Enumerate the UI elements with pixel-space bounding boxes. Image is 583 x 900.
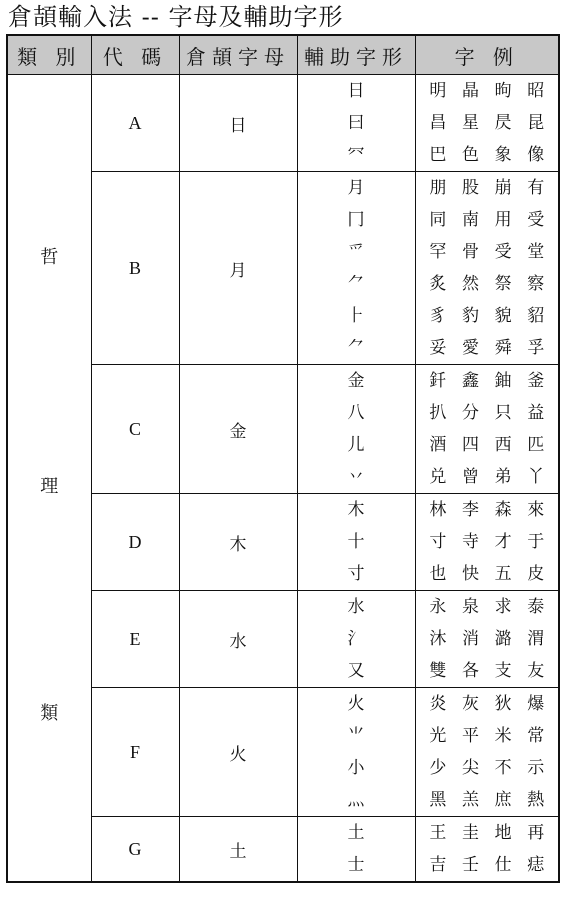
example-char: 堂 — [527, 242, 545, 262]
example-line — [416, 817, 559, 849]
aux-glyph: ⺌ — [347, 726, 365, 746]
examples-cell — [415, 494, 559, 591]
example-line — [416, 172, 559, 204]
example-char: 雙 — [429, 661, 447, 681]
example-char: 米 — [494, 726, 512, 746]
example-char: 崩 — [494, 178, 512, 198]
example-char: 祭 — [494, 274, 512, 294]
example-char: 狄 — [494, 694, 512, 714]
code-cell: C — [91, 365, 179, 494]
example-char: 四 — [461, 435, 479, 455]
example-char: 酒 — [429, 435, 447, 455]
letter-cell: 水 — [179, 591, 297, 688]
example-char: 弟 — [494, 467, 512, 487]
letter-cell: 日 — [179, 75, 297, 172]
example-line — [416, 139, 559, 171]
example-char: 鈾 — [494, 371, 512, 391]
example-char: 釜 — [527, 371, 545, 391]
code-cell: B — [91, 172, 179, 365]
example-char: 受 — [527, 210, 545, 230]
header-row — [7, 35, 559, 75]
example-char: 尖 — [461, 758, 479, 778]
example-char: 像 — [527, 145, 545, 165]
aux-glyph: ⺈ — [347, 274, 365, 294]
aux-glyph: 曰 — [347, 113, 365, 133]
example-char: 然 — [461, 274, 479, 294]
examples-cell — [415, 75, 559, 172]
example-line — [416, 494, 559, 526]
example-char: 南 — [461, 210, 479, 230]
aux-glyph: 月 — [347, 178, 365, 198]
example-line — [416, 688, 559, 720]
aux-glyph: 寸 — [347, 564, 365, 584]
category-char: 類 — [40, 703, 59, 724]
example-char: 沐 — [429, 629, 447, 649]
aux-glyph: ⺈ — [347, 338, 365, 358]
example-char: 永 — [429, 597, 447, 617]
example-char: 炎 — [429, 694, 447, 714]
example-line — [416, 752, 559, 784]
example-char: 支 — [494, 661, 512, 681]
example-char: 再 — [527, 823, 545, 843]
example-char: 愛 — [461, 338, 479, 358]
example-line — [416, 429, 559, 461]
example-char: 快 — [461, 564, 479, 584]
examples-cell — [415, 817, 559, 883]
example-char: 扒 — [429, 403, 447, 423]
example-char: 昃 — [494, 113, 512, 133]
example-char: 光 — [429, 726, 447, 746]
example-char: 皮 — [527, 564, 545, 584]
letter-cell: 土 — [179, 817, 297, 883]
example-line — [416, 332, 559, 364]
header-category: 類 別 — [7, 35, 91, 75]
example-char: 王 — [429, 823, 447, 843]
example-line — [416, 75, 559, 107]
example-char: 巴 — [429, 145, 447, 165]
example-char: 吉 — [429, 855, 447, 875]
aux-cell — [297, 75, 415, 172]
aux-glyph: 十 — [347, 532, 365, 552]
example-char: 舜 — [494, 338, 512, 358]
example-char: 昭 — [527, 81, 545, 101]
letter-cell: 木 — [179, 494, 297, 591]
example-char: 各 — [461, 661, 479, 681]
example-char: 潞 — [494, 629, 512, 649]
examples-cell — [415, 591, 559, 688]
example-char: 寺 — [461, 532, 479, 552]
example-char: 炙 — [429, 274, 447, 294]
aux-glyph: 水 — [347, 597, 365, 617]
example-char: 寸 — [429, 532, 447, 552]
example-line — [416, 204, 559, 236]
example-char: 同 — [429, 210, 447, 230]
category-char: 哲 — [40, 247, 59, 268]
example-char: 渭 — [527, 629, 545, 649]
example-line — [416, 623, 559, 655]
aux-glyph: 丷 — [347, 467, 365, 487]
aux-glyph: 八 — [347, 403, 365, 423]
example-char: 骨 — [461, 242, 479, 262]
example-char: 丫 — [527, 467, 545, 487]
example-char: 仕 — [494, 855, 512, 875]
example-char: 匹 — [527, 435, 545, 455]
example-char: 孚 — [527, 338, 545, 358]
example-line — [416, 784, 559, 816]
aux-glyph: 儿 — [347, 435, 365, 455]
example-line — [416, 655, 559, 687]
example-char: 羔 — [461, 790, 479, 810]
example-char: 昫 — [494, 81, 512, 101]
aux-glyph: 氵 — [347, 629, 365, 649]
example-char: 李 — [461, 500, 479, 520]
example-char: 股 — [461, 178, 479, 198]
aux-glyph: 㓁 — [347, 145, 365, 165]
example-char: 求 — [494, 597, 512, 617]
example-char: 痣 — [527, 855, 545, 875]
example-char: 黑 — [429, 790, 447, 810]
example-char: 友 — [527, 661, 545, 681]
example-char: 鑫 — [461, 371, 479, 391]
example-char: 爆 — [527, 694, 545, 714]
example-char: 兑 — [429, 467, 447, 487]
example-line — [416, 365, 559, 397]
example-char: 明 — [429, 81, 447, 101]
table-row — [7, 75, 559, 172]
example-char: 壬 — [461, 855, 479, 875]
aux-glyph: 金 — [347, 371, 365, 391]
example-char: 罕 — [429, 242, 447, 262]
aux-glyph: 日 — [347, 81, 365, 101]
example-line — [416, 268, 559, 300]
aux-cell — [297, 591, 415, 688]
example-char: 熱 — [527, 790, 545, 810]
example-char: 庶 — [494, 790, 512, 810]
example-char: 地 — [494, 823, 512, 843]
example-line — [416, 107, 559, 139]
header-code: 代 碼 — [91, 35, 179, 75]
example-char: 晶 — [461, 81, 479, 101]
example-char: 貂 — [527, 306, 545, 326]
example-line — [416, 300, 559, 332]
example-char: 常 — [527, 726, 545, 746]
aux-glyph: 冂 — [347, 210, 365, 230]
example-char: 西 — [494, 435, 512, 455]
letter-cell: 月 — [179, 172, 297, 365]
aux-glyph: 木 — [347, 500, 365, 520]
aux-glyph: 又 — [347, 661, 365, 681]
category-cell — [7, 75, 91, 883]
example-char: 不 — [494, 758, 512, 778]
cangjie-table — [6, 34, 560, 883]
code-cell: D — [91, 494, 179, 591]
code-cell: F — [91, 688, 179, 817]
example-char: 也 — [429, 564, 447, 584]
example-char: 釺 — [429, 371, 447, 391]
example-char: 星 — [461, 113, 479, 133]
example-char: 少 — [429, 758, 447, 778]
example-line — [416, 558, 559, 590]
example-char: 灰 — [461, 694, 479, 714]
example-char: 色 — [461, 145, 479, 165]
example-char: 林 — [429, 500, 447, 520]
example-char: 有 — [527, 178, 545, 198]
example-line — [416, 397, 559, 429]
example-char: 昌 — [429, 113, 447, 133]
example-char: 于 — [527, 532, 545, 552]
example-char: 示 — [527, 758, 545, 778]
example-char: 森 — [494, 500, 512, 520]
example-char: 才 — [494, 532, 512, 552]
example-line — [416, 236, 559, 268]
example-char: 曾 — [461, 467, 479, 487]
example-char: 泰 — [527, 597, 545, 617]
aux-cell — [297, 688, 415, 817]
examples-cell — [415, 365, 559, 494]
code-cell: E — [91, 591, 179, 688]
example-char: 朋 — [429, 178, 447, 198]
example-char: 分 — [461, 403, 479, 423]
example-char: 圭 — [461, 823, 479, 843]
aux-glyph: 小 — [347, 758, 365, 778]
example-char: 消 — [461, 629, 479, 649]
example-char: 妥 — [429, 338, 447, 358]
aux-cell — [297, 817, 415, 883]
example-char: 察 — [527, 274, 545, 294]
aux-cell — [297, 494, 415, 591]
header-aux: 輔助字形 — [297, 35, 415, 75]
example-char: 昆 — [527, 113, 545, 133]
example-char: 豹 — [461, 306, 479, 326]
example-char: 泉 — [461, 597, 479, 617]
example-char: 豸 — [429, 306, 447, 326]
aux-glyph: 火 — [347, 694, 365, 714]
example-line — [416, 591, 559, 623]
examples-cell — [415, 688, 559, 817]
category-char: 理 — [40, 476, 59, 497]
header-letter: 倉頡字母 — [179, 35, 297, 75]
aux-glyph: 爫 — [347, 242, 365, 262]
example-char: 貌 — [494, 306, 512, 326]
example-line — [416, 720, 559, 752]
example-char: 來 — [527, 500, 545, 520]
example-char: 受 — [494, 242, 512, 262]
letter-cell: 金 — [179, 365, 297, 494]
example-char: 平 — [461, 726, 479, 746]
example-char: 象 — [494, 145, 512, 165]
example-char: 益 — [527, 403, 545, 423]
aux-glyph: 土 — [347, 823, 365, 843]
letter-cell: 火 — [179, 688, 297, 817]
example-line — [416, 526, 559, 558]
example-line — [416, 849, 559, 881]
code-cell: A — [91, 75, 179, 172]
page-title: 倉頡輸入法 -- 字母及輔助字形 — [8, 3, 344, 31]
aux-glyph: ⺊ — [347, 306, 365, 326]
aux-cell — [297, 172, 415, 365]
example-char: 只 — [494, 403, 512, 423]
example-char: 五 — [494, 564, 512, 584]
code-cell: G — [91, 817, 179, 883]
aux-glyph: 灬 — [347, 790, 365, 810]
example-char: 用 — [494, 210, 512, 230]
aux-glyph: 士 — [347, 855, 365, 875]
aux-cell — [297, 365, 415, 494]
examples-cell — [415, 172, 559, 365]
example-line — [416, 461, 559, 493]
header-examples: 字 例 — [415, 35, 559, 75]
